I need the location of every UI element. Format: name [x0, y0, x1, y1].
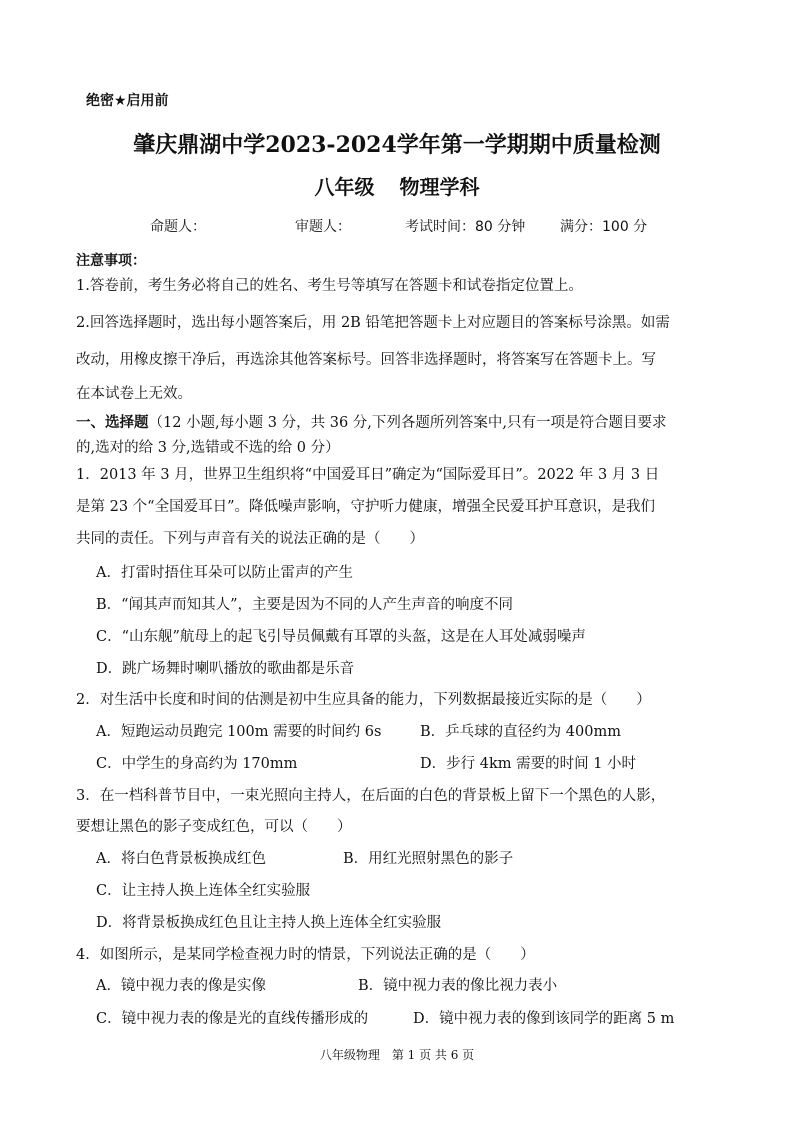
q2-option-b: B．乒乓球的直径约为 400mm	[420, 724, 621, 740]
q2-option-d: D．步行 4km 需要的时间 1 小时	[420, 756, 637, 772]
exam-time: 考试时间：80 分钟	[405, 219, 526, 235]
q4-stem: 4．如图所示，是某同学检查视力时的情景，下列说法正确的是（ ）	[76, 947, 535, 963]
section-1-desc-line-1: （12 小题,每小题 3 分，共 36 分,下列各题所列答案中,只有一项是符合题目要求	[148, 415, 667, 431]
confidential-label: 绝密★启用前	[86, 93, 169, 109]
notice-item-2-line-2: 改动，用橡皮擦干净后，再选涂其他答案标号。回答非选择题时，将答案写在答题卡上。写	[76, 352, 656, 368]
q4-option-c: C．镜中视力表的像是光的直线传播形成的	[96, 1011, 369, 1027]
notice-item-2-line-3: 在本试卷上无效。	[76, 386, 192, 402]
reviewer-label: 审题人：	[295, 219, 351, 235]
exam-subtitle	[0, 171, 794, 200]
q3-option-a: A．将白色背景板换成红色	[96, 851, 266, 867]
q1-stem-line-2: 是第 23 个“全国爱耳日”。降低噪声影响，守护听力健康，增强全民爱耳护耳意识，是我们	[76, 499, 655, 515]
q4-option-a: A．镜中视力表的像是实像	[96, 978, 266, 994]
q4-option-b: B．镜中视力表的像比视力表小	[358, 978, 558, 994]
setter-label: 命题人：	[150, 219, 206, 235]
notice-heading: 注意事项：	[76, 253, 146, 269]
q2-option-c: C．中学生的身高约为 170mm	[96, 756, 298, 772]
q3-stem-line-1: 3．在一档科普节目中，一束光照向主持人，在后面的白色的背景板上留下一个黑色的人影，	[76, 788, 666, 804]
q3-stem-line-2: 要想让黑色的影子变成红色，可以（ ）	[76, 819, 352, 835]
q1-stem-line-3: 共同的责任。下列与声音有关的说法正确的是（ ）	[76, 531, 424, 547]
q1-option-b: B．“闻其声而知其人”，主要是因为不同的人产生声音的响度不同	[96, 597, 513, 613]
section-1-label: 一、选择题	[76, 414, 149, 431]
q3-option-c: C．让主持人换上连体全红实验服	[96, 883, 311, 899]
subject-label: 物理学科	[399, 175, 480, 199]
q3-option-b: B．用红光照射黑色的影子	[343, 851, 514, 867]
q1-option-a: A．打雷时捂住耳朵可以防止雷声的产生	[96, 565, 353, 581]
q3-option-d: D．将背景板换成红色且让主持人换上连体全红实验服	[96, 915, 442, 931]
q2-option-a: A．短跑运动员跑完 100m 需要的时间约 6s	[96, 724, 382, 740]
section-1-header	[76, 413, 667, 433]
grade-label: 八年级	[314, 175, 375, 199]
q1-stem-line-1: 1．2013 年 3 月，世界卫生组织将“中国爱耳日”确定为“国际爱耳日”。2022 年 3 月 3 日	[76, 467, 660, 483]
notice-item-2-line-1: 2.回答选择题时，选出每小题答案后，用 2B 铅笔把答题卡上对应题目的答案标号涂黑。如需	[76, 315, 670, 331]
q2-stem: 2．对生活中长度和时间的估测是初中生应具备的能力，下列数据最接近实际的是（ ）	[76, 692, 651, 708]
notice-item-1: 1.答卷前，考生务必将自己的姓名、考生号等填写在答题卡和试卷指定位置上。	[76, 278, 583, 294]
section-1-desc-line-2: 的,选对的给 3 分,选错或不选的给 0 分）	[76, 440, 340, 456]
exam-title: 肇庆鼎湖中学2023-2024学年第一学期期中质量检测	[133, 132, 661, 158]
q4-option-d: D．镜中视力表的像到该同学的距离 5 m	[413, 1011, 675, 1027]
q1-option-d: D．跳广场舞时喇叭播放的歌曲都是乐音	[96, 661, 355, 677]
full-score: 满分：100 分	[560, 219, 648, 235]
page-footer: 八年级物理 第 1 页 共 6 页	[319, 1048, 475, 1062]
q1-option-c: C．“山东舰”航母上的起飞引导员佩戴有耳罩的头盔，这是在人耳处减弱噪声	[96, 629, 586, 645]
